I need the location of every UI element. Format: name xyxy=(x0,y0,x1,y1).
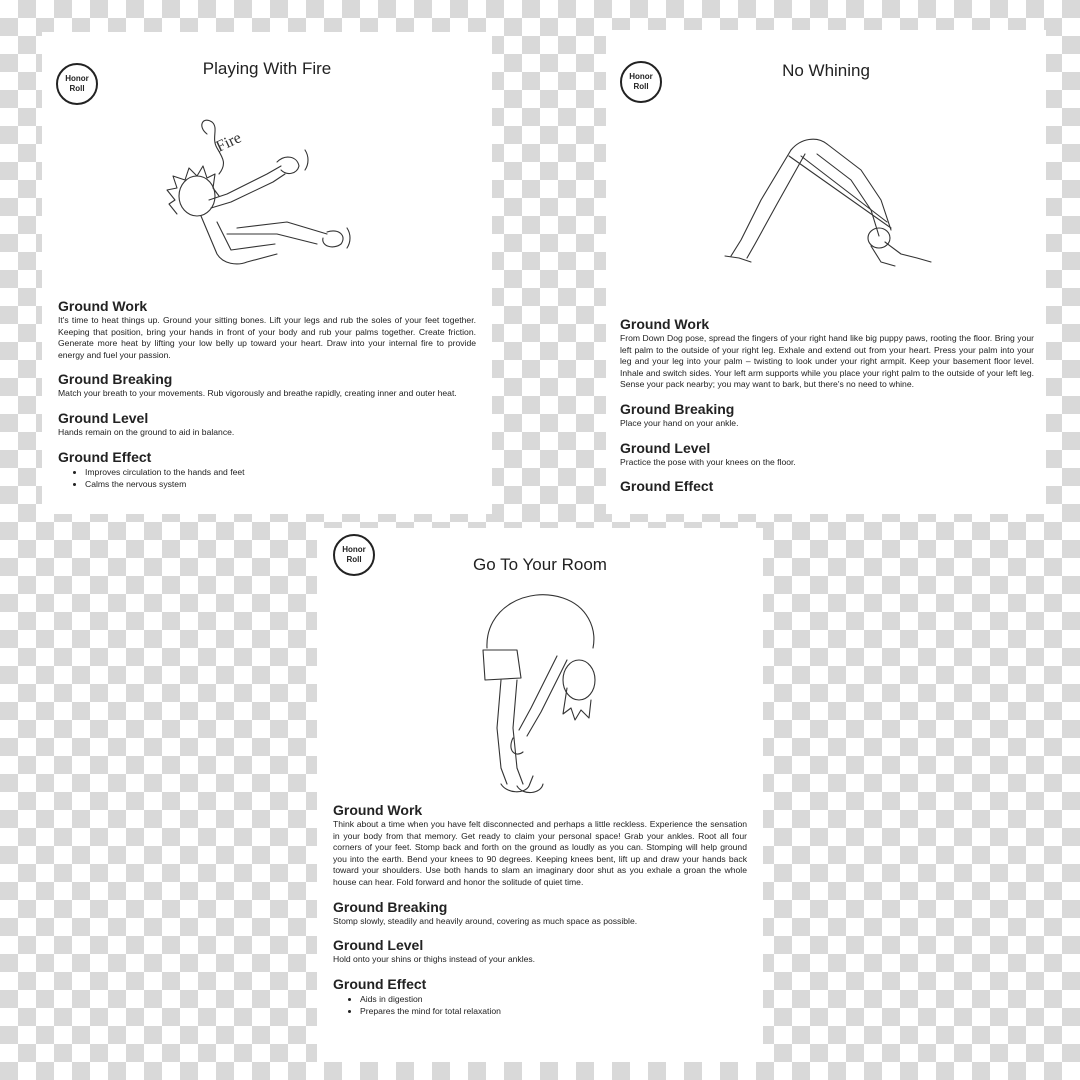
ground-level-text: Hold onto your shins or thighs instead of your ankles. xyxy=(333,954,536,965)
go-to-your-room-illustration xyxy=(467,588,617,798)
ground-level-text: Practice the pose with your knees on the floor. xyxy=(620,456,796,467)
ground-work-heading: Ground Work xyxy=(620,316,710,332)
card-content xyxy=(58,298,476,490)
playing-with-fire-illustration xyxy=(157,104,387,274)
ground-effect-list xyxy=(58,466,476,490)
badge-line-1: Honor xyxy=(65,74,89,83)
badge-line-1: Honor xyxy=(342,545,366,554)
ground-breaking-heading: Ground Breaking xyxy=(333,898,448,915)
badge-line-2: Roll xyxy=(346,555,362,564)
list-item: • Calms the nervous system xyxy=(85,478,476,490)
pose-card-no-whining xyxy=(606,30,1046,514)
pose-card-go-to-your-room xyxy=(317,528,763,1062)
ground-work-heading: Ground Work xyxy=(333,802,423,818)
ground-effect-list xyxy=(333,993,747,1017)
card-title: Go To Your Room xyxy=(473,555,607,574)
ground-level-heading: Ground Level xyxy=(620,439,711,456)
ground-effect-heading: Ground Effect xyxy=(333,975,427,992)
ground-level-heading: Ground Level xyxy=(333,937,424,954)
list-item: • Prepares the mind for total relaxation xyxy=(360,1005,747,1017)
ground-level-text: Hands remain on the ground to aid in balance. xyxy=(58,426,235,437)
list-item: • Improves circulation to the hands and feet xyxy=(85,466,476,478)
no-whining-illustration xyxy=(721,130,941,270)
badge-line-1: Honor xyxy=(629,72,653,81)
ground-breaking-heading: Ground Breaking xyxy=(58,371,173,388)
badge-line-2: Roll xyxy=(69,84,85,93)
fire-word: Fire xyxy=(213,129,245,156)
ground-effect-heading: Ground Effect xyxy=(620,478,714,495)
ground-effect-heading: Ground Effect xyxy=(58,448,152,465)
ground-work-text: From Down Dog pose, spread the fingers of your right hand like big puppy paws, rooting the floor. Bring your left palm to the outside of your right leg. Exhale and extend out from your heart. Press your palm into your leg and your leg into your palm – twisting to look under your right armpit. Keep your basement floor level. Inhale and switch sides. Your left arm supports while you place your right palm to the outside of your left leg. Sense your pack nearby; you may want to bark, but there's no need to whine. xyxy=(620,333,1034,390)
ground-work-heading: Ground Work xyxy=(58,298,148,314)
ground-breaking-text: Place your hand on your ankle. xyxy=(620,417,739,428)
card-content xyxy=(620,316,1034,495)
ground-work-text: Think about a time when you have felt disconnected and perhaps a little reckless. Experience the sensation in your body from that memory. Get ready to claim your personal space! Grab your ankles. Root all four corners of your feet. Stomp back and forth on the ground as loudly as you can. Stomping will help ground you into the earth. Bend your knees to 90 degrees. Keeping knees bent, lift up and draw your hands back toward your shoulders. Use both hands to slam an imaginary door shut as you exhale a groan the whole house can hear. Fold forward and honor the solitude of quiet time. xyxy=(333,819,747,887)
list-item: • Aids in digestion xyxy=(360,993,747,1005)
ground-breaking-text: Match your breath to your movements. Rub vigorously and breathe rapidly, creating inner and outer heat. xyxy=(58,388,457,399)
pose-card-playing-with-fire xyxy=(42,32,492,514)
ground-breaking-text: Stomp slowly, steadily and heavily around, covering as much space as possible. xyxy=(333,915,638,926)
ground-level-heading: Ground Level xyxy=(58,409,149,426)
card-title: No Whining xyxy=(782,61,870,80)
badge-line-2: Roll xyxy=(633,82,649,91)
card-content xyxy=(333,802,747,1017)
ground-breaking-heading: Ground Breaking xyxy=(620,400,735,417)
card-title: Playing With Fire xyxy=(202,59,332,78)
ground-work-text: It's time to heat things up. Ground your sitting bones. Lift your legs and rub the soles of your feet together. Keeping that position, bring your hands in front of your body and rub your palms together. Create friction. Generate more heat by lifting your low belly up toward your heart. Draw into your internal fire to provide energy and fuel your passion. xyxy=(58,315,476,360)
